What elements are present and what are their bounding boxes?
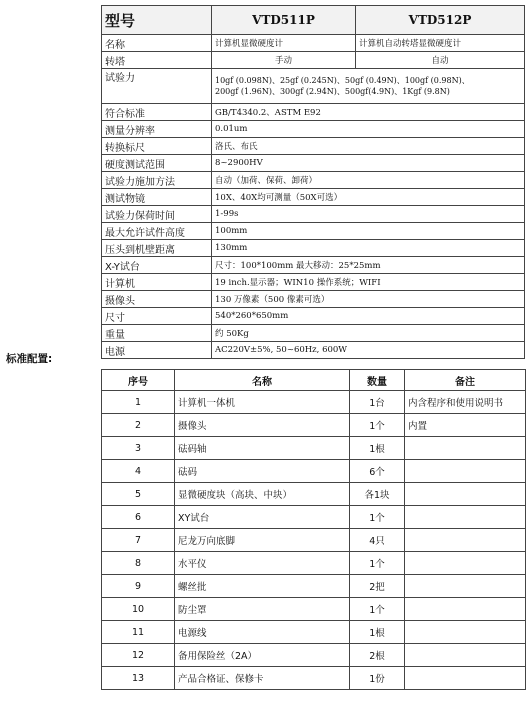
spec-value: GB/T4340.2、ASTM E92 <box>212 104 525 121</box>
spec-label: 最大允许试件高度 <box>102 223 212 240</box>
item-note <box>405 667 526 690</box>
spec-value-a: 计算机显微硬度计 <box>212 35 356 52</box>
row-number: 7 <box>102 529 175 552</box>
spec-row-resolution <box>102 121 525 138</box>
item-name: 计算机一体机 <box>175 391 350 414</box>
table-row <box>102 529 526 552</box>
item-name: 砝码 <box>175 460 350 483</box>
spec-value-a: 手动 <box>212 52 356 69</box>
item-name: 备用保险丝（2A） <box>175 644 350 667</box>
item-note <box>405 483 526 506</box>
table-row <box>102 575 526 598</box>
item-quantity: 1个 <box>350 506 405 529</box>
spec-row-range <box>102 155 525 172</box>
item-note <box>405 644 526 667</box>
spec-label: 计算机 <box>102 274 212 291</box>
spec-row-power <box>102 342 525 359</box>
item-name: 产品合格证、保修卡 <box>175 667 350 690</box>
model-label: 型号 <box>102 6 212 35</box>
spec-value: 自动（加荷、保荷、卸荷） <box>212 172 525 189</box>
row-number: 4 <box>102 460 175 483</box>
config-table <box>101 369 526 690</box>
config-header-row <box>102 370 526 391</box>
row-number: 11 <box>102 621 175 644</box>
row-number: 2 <box>102 414 175 437</box>
item-note: 内置 <box>405 414 526 437</box>
spec-label: 硬度测试范围 <box>102 155 212 172</box>
item-name: 尼龙万向底脚 <box>175 529 350 552</box>
spec-value-b: 计算机自动转塔显微硬度计 <box>356 35 525 52</box>
force-line-1: 10gf (0.098N)、25gf (0.245N)、50gf (0.49N)、100gf (0.98N)、 <box>215 76 470 85</box>
item-name: 显微硬度块（高块、中块） <box>175 483 350 506</box>
spec-value: 130 万像素（500 像素可选） <box>212 291 525 308</box>
item-quantity: 2把 <box>350 575 405 598</box>
spec-value: 1-99s <box>212 206 525 223</box>
spec-value: 19 inch.显示器；WIN10 操作系统；WIFI <box>212 274 525 291</box>
item-quantity: 1个 <box>350 414 405 437</box>
spec-label: 试验力 <box>102 69 212 104</box>
spec-value-b: 自动 <box>356 52 525 69</box>
table-row <box>102 437 526 460</box>
spec-label: X-Y试台 <box>102 257 212 274</box>
item-quantity: 1份 <box>350 667 405 690</box>
model-b: VTD512P <box>356 6 525 35</box>
item-note: 内含程序和使用说明书 <box>405 391 526 414</box>
item-name: 砝码轴 <box>175 437 350 460</box>
item-name: 电源线 <box>175 621 350 644</box>
row-number: 10 <box>102 598 175 621</box>
spec-value: 540*260*650mm <box>212 308 525 325</box>
item-note <box>405 552 526 575</box>
item-note <box>405 437 526 460</box>
model-a: VTD511P <box>212 6 356 35</box>
item-name: 摄像头 <box>175 414 350 437</box>
spec-row-computer <box>102 274 525 291</box>
spec-label: 转换标尺 <box>102 138 212 155</box>
spec-label: 名称 <box>102 35 212 52</box>
spec-value: 130mm <box>212 240 525 257</box>
row-number: 9 <box>102 575 175 598</box>
item-quantity: 1个 <box>350 598 405 621</box>
table-row <box>102 391 526 414</box>
item-name: XY试台 <box>175 506 350 529</box>
item-note <box>405 621 526 644</box>
spec-row-weight <box>102 325 525 342</box>
spec-label: 试验力保荷时间 <box>102 206 212 223</box>
item-quantity: 1台 <box>350 391 405 414</box>
table-row <box>102 598 526 621</box>
spec-row-xy-table <box>102 257 525 274</box>
table-row <box>102 414 526 437</box>
item-quantity: 1根 <box>350 621 405 644</box>
table-row <box>102 506 526 529</box>
item-note <box>405 506 526 529</box>
table-row <box>102 621 526 644</box>
spec-label: 测试物镜 <box>102 189 212 206</box>
spec-row-max-height <box>102 223 525 240</box>
row-number: 5 <box>102 483 175 506</box>
item-quantity: 6个 <box>350 460 405 483</box>
spec-row-scale <box>102 138 525 155</box>
header-name: 名称 <box>175 370 350 391</box>
section-title: 标准配置: <box>6 353 53 365</box>
spec-label: 符合标准 <box>102 104 212 121</box>
item-name: 水平仪 <box>175 552 350 575</box>
spec-value: 洛氏、布氏 <box>212 138 525 155</box>
item-note <box>405 598 526 621</box>
spec-label: 摄像头 <box>102 291 212 308</box>
spec-label: 尺寸 <box>102 308 212 325</box>
spec-row-dwell <box>102 206 525 223</box>
item-note <box>405 529 526 552</box>
item-name: 螺丝批 <box>175 575 350 598</box>
spec-label: 电源 <box>102 342 212 359</box>
config-body <box>102 391 526 690</box>
spec-row-throat <box>102 240 525 257</box>
row-number: 13 <box>102 667 175 690</box>
spec-label: 测量分辨率 <box>102 121 212 138</box>
spec-value: 100mm <box>212 223 525 240</box>
header-qty: 数量 <box>350 370 405 391</box>
row-number: 3 <box>102 437 175 460</box>
spec-row-objective <box>102 189 525 206</box>
spec-row-standard <box>102 104 525 121</box>
table-row <box>102 460 526 483</box>
spec-row-method <box>102 172 525 189</box>
header-no: 序号 <box>102 370 175 391</box>
spec-row-camera <box>102 291 525 308</box>
spec-label: 压头到机壁距离 <box>102 240 212 257</box>
force-line-2: 200gf (1.96N)、300gf (2.94N)、500gf(4.9N)、1Kgf (9.8N) <box>215 87 450 96</box>
spec-row-turret <box>102 52 525 69</box>
spec-table <box>101 5 525 359</box>
item-quantity: 1个 <box>350 552 405 575</box>
item-quantity: 4只 <box>350 529 405 552</box>
spec-value: 8~2900HV <box>212 155 525 172</box>
spec-value: 约 50Kg <box>212 325 525 342</box>
table-row <box>102 552 526 575</box>
spec-value <box>212 69 525 104</box>
item-quantity: 各1块 <box>350 483 405 506</box>
spec-label: 转塔 <box>102 52 212 69</box>
table-row <box>102 644 526 667</box>
item-quantity: 2根 <box>350 644 405 667</box>
spec-row-name <box>102 35 525 52</box>
item-name: 防尘罩 <box>175 598 350 621</box>
spec-header-row <box>102 6 525 35</box>
item-note <box>405 575 526 598</box>
spec-row-force <box>102 69 525 104</box>
item-quantity: 1根 <box>350 437 405 460</box>
item-note <box>405 460 526 483</box>
spec-value: 0.01um <box>212 121 525 138</box>
spec-row-size <box>102 308 525 325</box>
table-row <box>102 667 526 690</box>
spec-label: 试验力施加方法 <box>102 172 212 189</box>
table-row <box>102 483 526 506</box>
spec-label: 重量 <box>102 325 212 342</box>
row-number: 8 <box>102 552 175 575</box>
row-number: 6 <box>102 506 175 529</box>
row-number: 12 <box>102 644 175 667</box>
spec-value: 10X、40X均可测量（50X可选） <box>212 189 525 206</box>
spec-value: 尺寸：100*100mm 最大移动：25*25mm <box>212 257 525 274</box>
header-note: 备注 <box>405 370 526 391</box>
spec-value: AC220V±5%, 50~60Hz, 600W <box>212 342 525 359</box>
row-number: 1 <box>102 391 175 414</box>
